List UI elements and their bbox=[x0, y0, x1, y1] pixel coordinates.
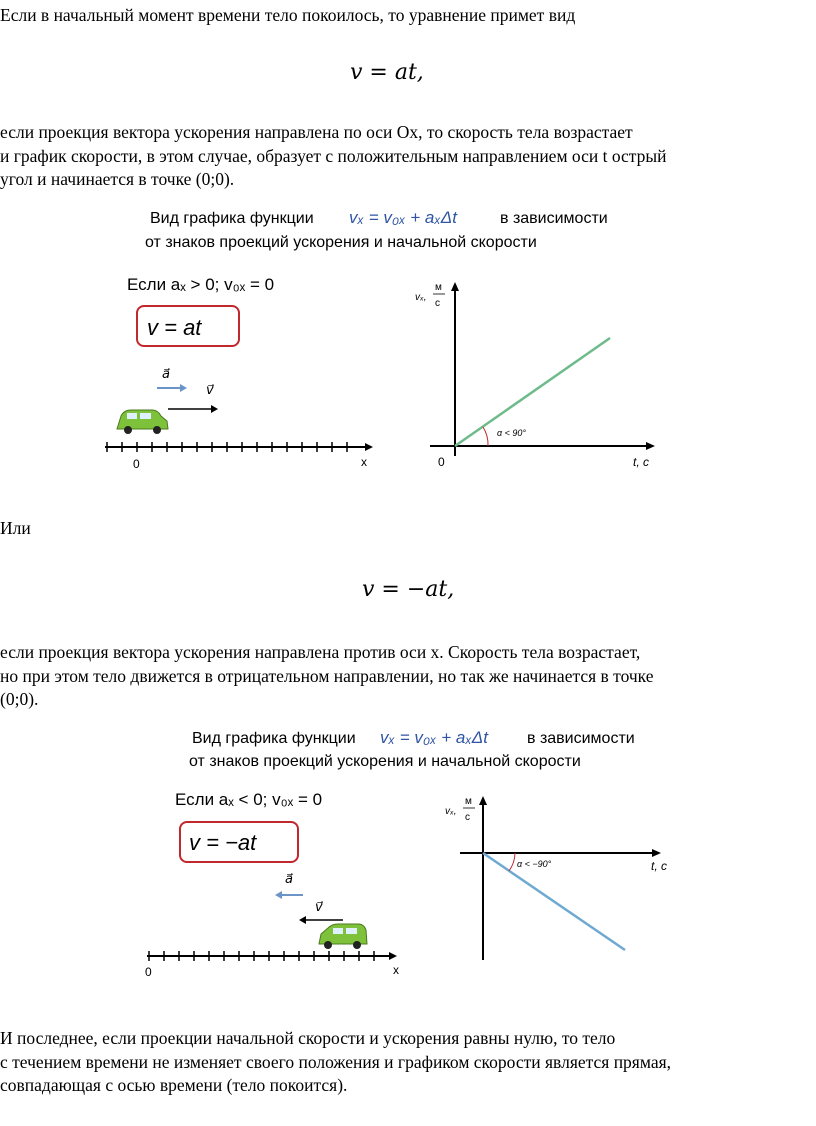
figure-1-car bbox=[117, 410, 168, 434]
figure-2-title-formula: vₓ = v₀ₓ + aₓΔt bbox=[380, 728, 488, 747]
figure-1-title-suffix: в зависимости bbox=[500, 210, 608, 227]
figure-2-condition: Если aₓ < 0; v₀ₓ = 0 bbox=[175, 790, 323, 809]
paragraph-3-line-3: (0;0). bbox=[0, 689, 39, 709]
paragraph-4-line-1: И последнее, если проекции начальной скорости и ускорения равны нулю, то тело bbox=[0, 1028, 616, 1048]
figure-1-vector-v-head bbox=[211, 405, 218, 413]
figure-2-velocity-line bbox=[483, 853, 625, 950]
formula-v-at: v = at, bbox=[350, 60, 424, 85]
figure-1-title-formula: vₓ = v₀ₓ + aₓΔt bbox=[349, 208, 457, 227]
figure-2-title-line2: от знаков проекций ускорения и начальной скорости bbox=[189, 753, 581, 770]
figure-1-graph-y-label: vₓ, bbox=[415, 292, 427, 303]
paragraph-2 bbox=[0, 121, 812, 192]
paragraph-3 bbox=[0, 641, 812, 712]
figure-2-vector-v-head bbox=[299, 916, 306, 924]
paragraph-4-line-3: совпадающая с осью времени (тело покоится). bbox=[0, 1075, 348, 1095]
figure-1-graph-y-arrowhead bbox=[451, 282, 459, 291]
figure-2-x-axis-arrowhead bbox=[389, 952, 397, 960]
figure-1-graph-t-arrowhead bbox=[646, 442, 655, 450]
figure-2-vector-a-head bbox=[275, 891, 282, 899]
figure-1-angle-arc bbox=[483, 427, 488, 446]
figure-2-graph-t-label: t, c bbox=[651, 859, 668, 873]
figure-2-boxed-formula: v = −at bbox=[189, 830, 257, 855]
paragraph-2-line-2: и график скорости, в этом случае, образует с положительным направлением оси t острый bbox=[0, 145, 667, 166]
figure-1-velocity-line bbox=[455, 338, 610, 446]
figure-2-graph-unit-den: с bbox=[465, 812, 470, 823]
figure-2-title-suffix: в зависимости bbox=[527, 730, 635, 747]
figure-2-title-prefix: Вид графика функции bbox=[192, 730, 356, 747]
figure-1-graph-t-label: t, c bbox=[633, 455, 650, 469]
paragraph-4 bbox=[0, 1027, 812, 1098]
figure-1-title-prefix: Вид графика функции bbox=[150, 210, 314, 227]
figure-2-vector-v-label: v⃗ bbox=[315, 899, 323, 914]
figure-2-car bbox=[319, 924, 367, 949]
figure-1-vector-v-label: v⃗ bbox=[206, 382, 214, 397]
figure-1-angle-label: α < 90° bbox=[497, 428, 526, 438]
figure-2-angle-label: α < −90° bbox=[517, 859, 552, 869]
figure-1-graph-origin: 0 bbox=[438, 455, 445, 469]
figure-1-x-axis-arrowhead bbox=[365, 443, 373, 451]
figure-1-axis-x-label: x bbox=[361, 455, 367, 469]
figure-2-axis-x-label: x bbox=[393, 963, 399, 977]
figure-2-graph-t-arrowhead bbox=[652, 849, 661, 857]
figure-2-vector-a-label: a⃗ bbox=[285, 871, 293, 886]
figure-2-graph-y-label: vₓ, bbox=[445, 806, 457, 817]
figure-2 bbox=[135, 720, 695, 990]
figure-1 bbox=[95, 198, 675, 478]
paragraph-4-line-2: с течением времени не изменяет своего положения и графиком скорости является прямая, bbox=[0, 1051, 672, 1072]
word-ili: Или bbox=[0, 518, 31, 538]
figure-1-graph-unit-num: м bbox=[435, 282, 442, 293]
figure-1-boxed-formula: v = at bbox=[147, 315, 202, 340]
paragraph-1: Если в начальный момент времени тело покоилось, то уравнение примет вид bbox=[0, 5, 576, 25]
figure-2-angle-arc bbox=[509, 853, 515, 871]
figure-1-condition: Если aₓ > 0; v₀ₓ = 0 bbox=[127, 275, 275, 294]
figure-2-axis-zero: 0 bbox=[145, 965, 152, 979]
figure-2-graph-y-arrowhead bbox=[479, 796, 487, 805]
formula-v-minus-at: v = −at, bbox=[362, 577, 455, 602]
figure-1-title-line2: от знаков проекций ускорения и начальной скорости bbox=[145, 234, 537, 251]
figure-1-vector-a-head bbox=[180, 384, 187, 392]
paragraph-3-line-1: если проекция вектора ускорения направлена против оси x. Скорость тела возрастает, bbox=[0, 642, 641, 662]
figure-2-graph-unit-num: м bbox=[465, 796, 472, 807]
paragraph-2-line-3: угол и начинается в точке (0;0). bbox=[0, 169, 235, 189]
paragraph-3-line-2: но при этом тело движется в отрицательном направлении, но так же начинается в точке bbox=[0, 665, 654, 686]
paragraph-2-line-1: если проекция вектора ускорения направлена по оси Ox, то скорость тела возрастает bbox=[0, 122, 633, 142]
figure-1-axis-zero: 0 bbox=[133, 457, 140, 471]
figure-1-vector-a-label: a⃗ bbox=[162, 366, 170, 381]
figure-1-graph-unit-den: с bbox=[435, 298, 440, 309]
